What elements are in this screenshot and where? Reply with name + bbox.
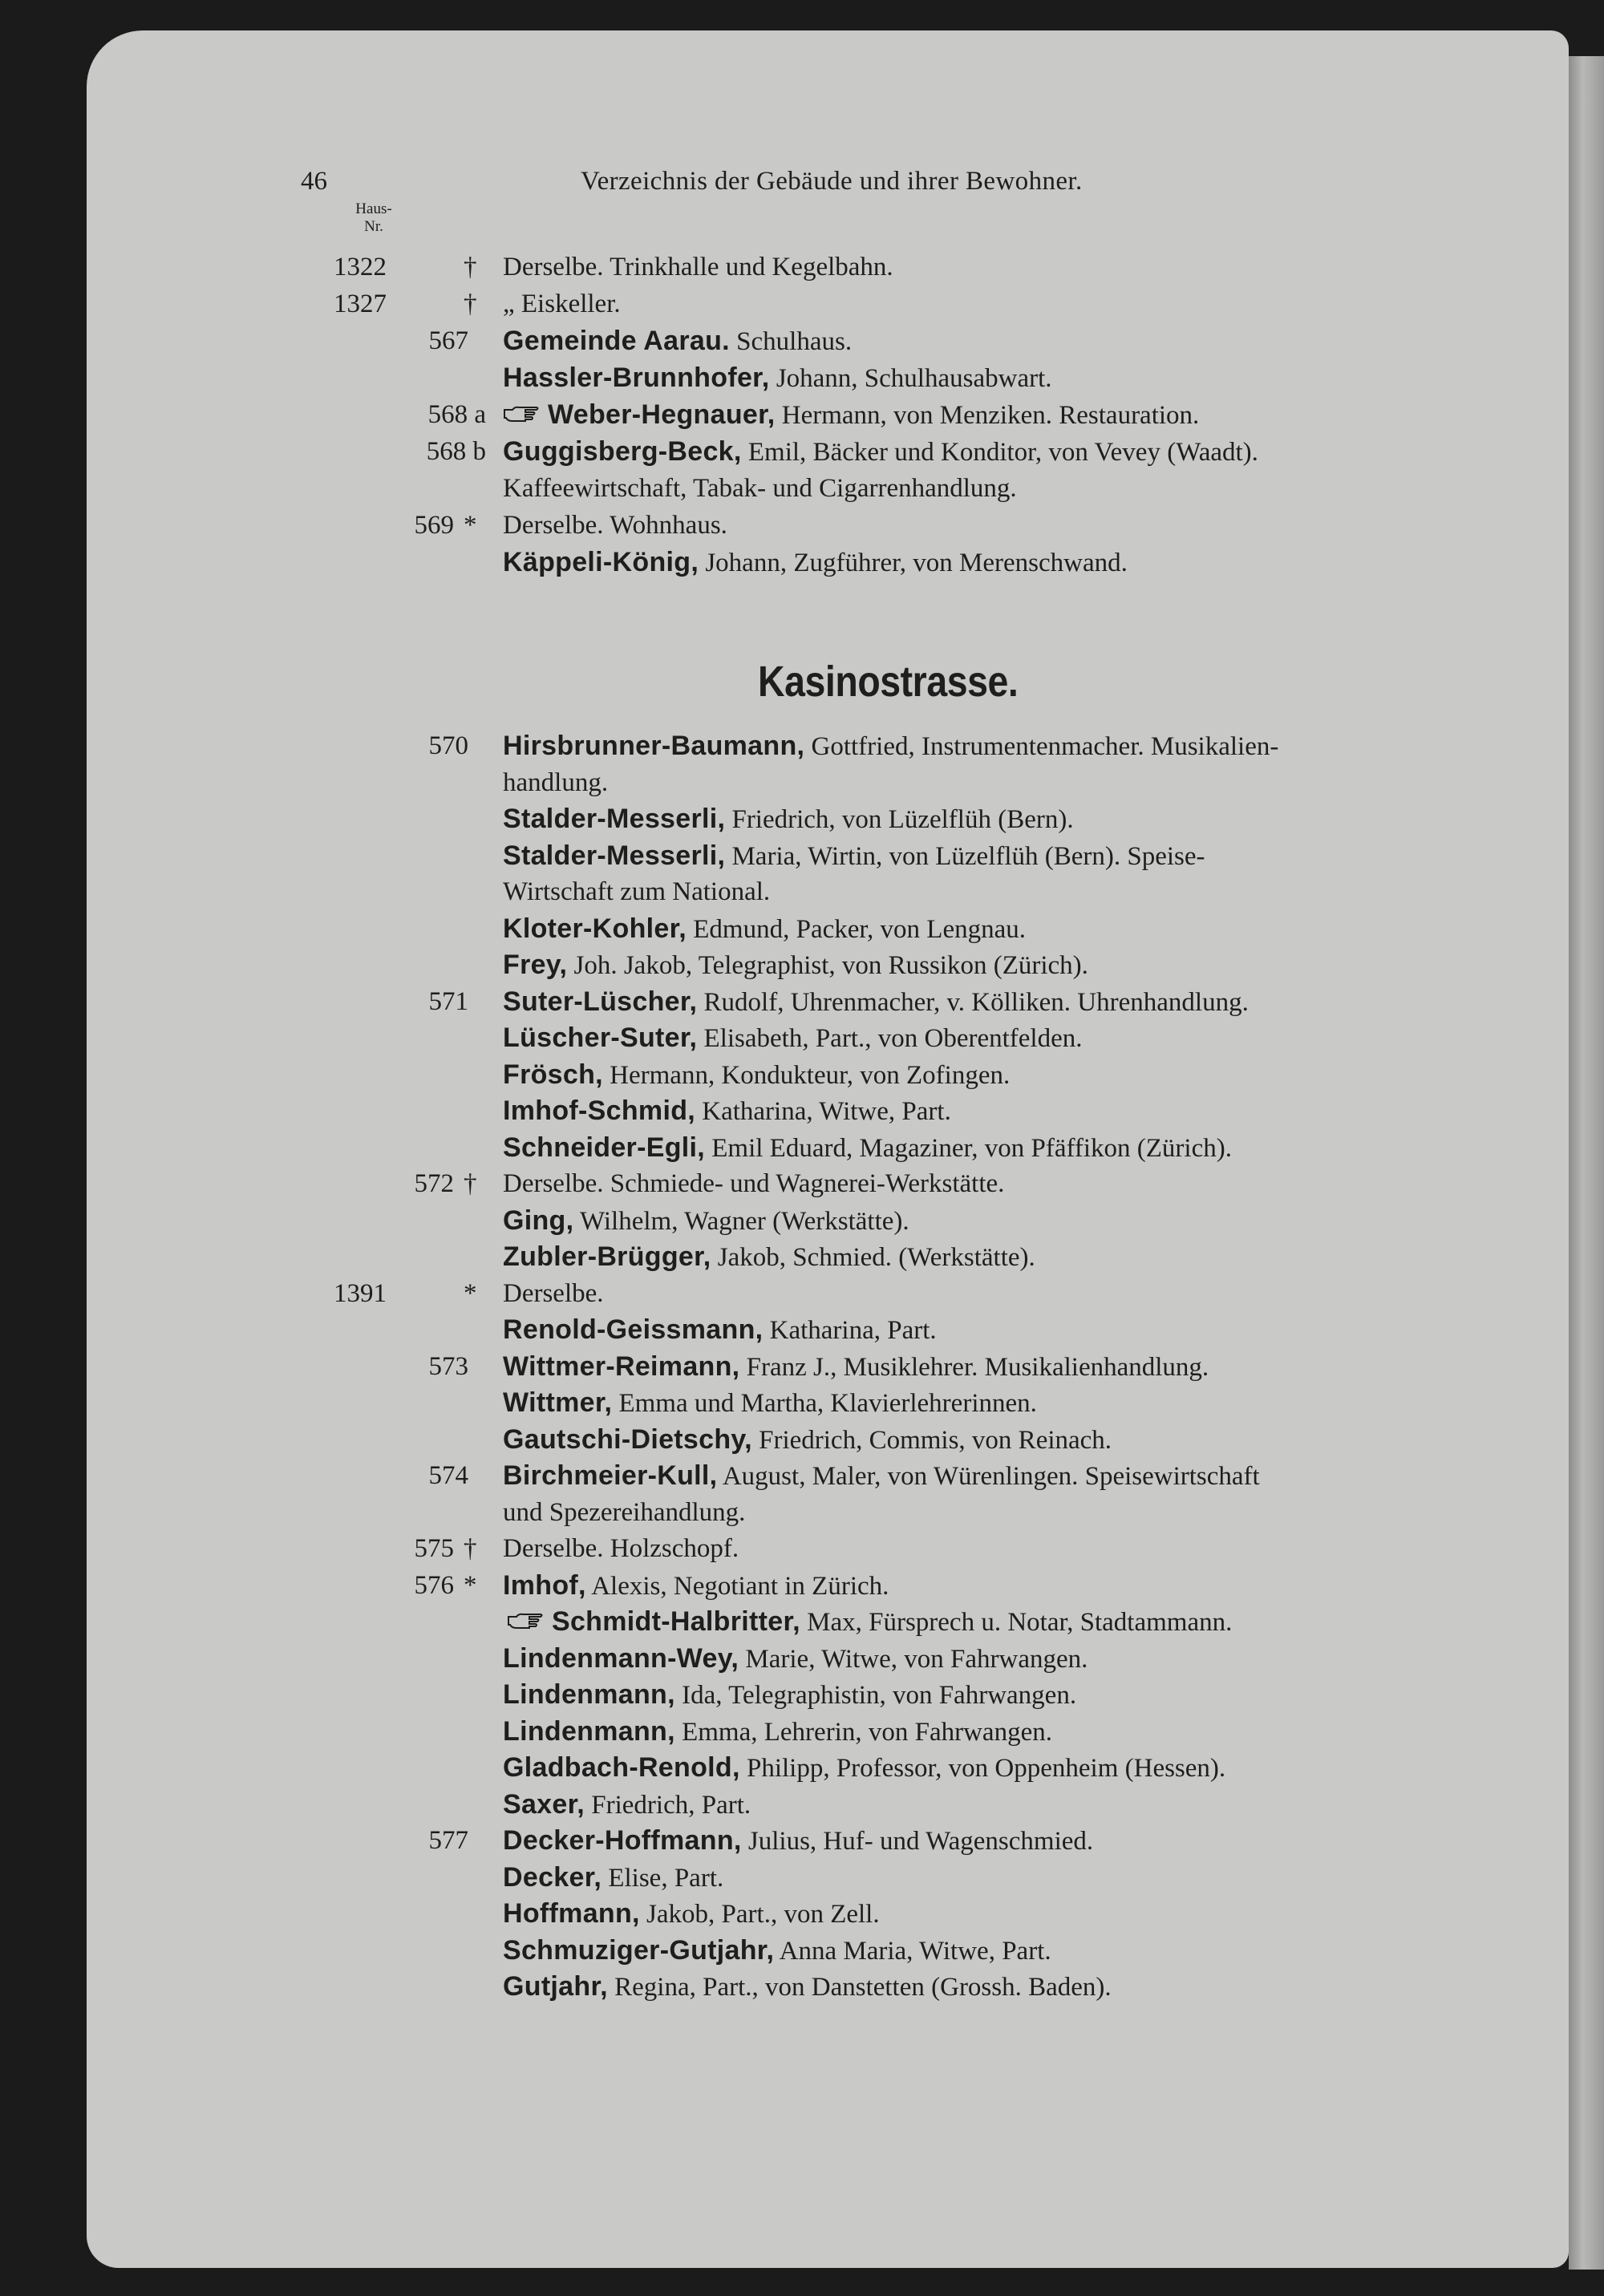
- entry-line: [503, 288, 621, 320]
- house-number: 572: [414, 1169, 454, 1198]
- house-number: 1322: [334, 253, 387, 281]
- house-number: 574: [428, 1461, 468, 1490]
- entry-details: Friedrich, Commis, von Reinach.: [751, 1426, 1112, 1455]
- house-number: 567: [428, 326, 468, 355]
- entry-line: [503, 1715, 1052, 1748]
- resident-name: Imhof,: [503, 1570, 586, 1601]
- house-number: 570: [428, 731, 468, 760]
- resident-name: Lindenmann,: [503, 1716, 675, 1747]
- entry-details: handlung.: [503, 768, 609, 797]
- entry-details: Ida, Telegraphistin, von Fahrwangen.: [674, 1681, 1077, 1710]
- section-title: Kasinostrasse.: [758, 658, 1019, 706]
- house-number: 1391: [334, 1279, 387, 1308]
- resident-name: Hirsbrunner-Baumann,: [503, 731, 805, 761]
- pointing-hand-icon: [507, 1612, 544, 1630]
- entry-details: Jakob, Schmied. (Werkstätte).: [711, 1243, 1035, 1272]
- entry-details: Friedrich, von Lüzelflüh (Bern).: [725, 805, 1074, 834]
- resident-name: Imhof-Schmid,: [503, 1095, 696, 1126]
- resident-name: Gautschi-Dietschy,: [503, 1424, 752, 1455]
- resident-name: Frösch,: [503, 1059, 603, 1090]
- house-number: 573: [428, 1352, 468, 1381]
- entry-line: [503, 1970, 1112, 2003]
- entry-details: August, Maler, von Würenlingen. Speisewirtschaft: [717, 1462, 1260, 1491]
- entry-details: Emil, Bäcker und Konditor, von Vevey (Waadt).: [741, 438, 1258, 467]
- entry-line: [503, 509, 727, 541]
- entry-details: Wirtschaft zum National.: [503, 877, 771, 906]
- entry-details: Anna Maria, Witwe, Part.: [774, 1937, 1051, 1966]
- asterisk-mark: *: [464, 1279, 477, 1308]
- page-number: 46: [301, 167, 327, 196]
- resident-name: Gladbach-Renold,: [503, 1752, 740, 1783]
- entry-line: [503, 1897, 880, 1930]
- entry-line: [503, 251, 893, 283]
- resident-name: Guggisberg-Beck,: [503, 436, 742, 467]
- entry-line: [503, 1314, 937, 1346]
- resident-name: Wittmer-Reimann,: [503, 1351, 740, 1382]
- entry-line: [503, 767, 608, 799]
- entry-line: [503, 1132, 1232, 1164]
- asterisk-mark: *: [464, 1571, 477, 1600]
- entry-line: [503, 1824, 1093, 1857]
- entry-line: [503, 1350, 1209, 1383]
- entry-line: [503, 1387, 1037, 1419]
- resident-name: Schmidt-Halbritter,: [552, 1606, 800, 1637]
- column-label-nr: Nr.: [364, 218, 383, 235]
- entry-line: [503, 803, 1074, 836]
- entry-line: [507, 1606, 1232, 1638]
- house-number: 571: [428, 987, 468, 1016]
- running-title: Verzeichnis der Gebäude und ihrer Bewohner.: [581, 167, 1083, 196]
- entry-details: Emma und Martha, Klavierlehrerinnen.: [612, 1389, 1037, 1418]
- entry-line: [503, 730, 1278, 763]
- book-spine-edge: [1569, 56, 1604, 2270]
- resident-name: Suter-Lüscher,: [503, 986, 698, 1017]
- entry-line: [503, 1168, 1004, 1200]
- entry-line: [503, 913, 1026, 946]
- resident-name: Renold-Geissmann,: [503, 1314, 764, 1345]
- resident-name: Stalder-Messerli,: [503, 804, 726, 834]
- asterisk-mark: *: [464, 511, 477, 540]
- resident-name: Schmuziger-Gutjahr,: [503, 1935, 775, 1966]
- entry-line: [503, 399, 1199, 431]
- dagger-mark: †: [464, 253, 477, 281]
- resident-name: Lüscher-Suter,: [503, 1022, 698, 1053]
- entry-line: [503, 1278, 604, 1310]
- resident-name: Stalder-Messerli,: [503, 840, 726, 871]
- entry-details: Emma, Lehrerin, von Fahrwangen.: [674, 1718, 1052, 1747]
- entry-details: Emil Eduard, Magaziner, von Pfäffikon (Zürich).: [705, 1134, 1232, 1163]
- house-number: 568 a: [427, 400, 486, 429]
- resident-name: Frey,: [503, 950, 568, 980]
- resident-name: Saxer,: [503, 1789, 585, 1820]
- entry-details: Franz J., Musiklehrer. Musikalienhandlung.: [739, 1353, 1209, 1382]
- resident-name: Gemeinde Aarau.: [503, 326, 730, 356]
- entry-details: Edmund, Packer, von Lengnau.: [687, 915, 1027, 944]
- entry-details: Wilhelm, Wagner (Werkstätte).: [573, 1207, 909, 1236]
- entry-line: [503, 472, 1017, 504]
- house-number: 575: [414, 1534, 454, 1563]
- resident-name: Gutjahr,: [503, 1971, 608, 2002]
- resident-name: Ging,: [503, 1205, 574, 1236]
- entry-details: Alexis, Negotiant in Zürich.: [585, 1572, 889, 1601]
- resident-name: Decker,: [503, 1862, 602, 1893]
- entry-details: Marie, Witwe, von Fahrwangen.: [739, 1645, 1088, 1674]
- entry-details: Philipp, Professor, von Oppenheim (Hessen).: [739, 1754, 1226, 1783]
- entry-details: Elisabeth, Part., von Oberentfelden.: [697, 1024, 1083, 1053]
- house-number: 568 b: [426, 437, 486, 466]
- entry-details: Friedrich, Part.: [585, 1791, 751, 1820]
- resident-name: Schneider-Egli,: [503, 1132, 705, 1163]
- entry-line: [503, 546, 1128, 579]
- entry-line: [503, 1095, 951, 1128]
- entry-line: [503, 876, 770, 908]
- resident-name: Birchmeier-Kull,: [503, 1460, 718, 1491]
- entry-details: Derselbe. Trinkhalle und Kegelbahn.: [503, 253, 893, 281]
- entry-line: [503, 949, 1088, 982]
- resident-name: Lindenmann,: [503, 1679, 675, 1710]
- entry-line: [503, 1569, 889, 1602]
- entry-details: Max, Fürsprech u. Notar, Stadtammann.: [800, 1608, 1233, 1637]
- entry-line: [503, 986, 1249, 1018]
- entry-line: [503, 1751, 1225, 1784]
- entry-details: Kaffeewirtschaft, Tabak- und Cigarrenhandlung.: [503, 474, 1017, 503]
- entry-details: Julius, Huf- und Wagenschmied.: [741, 1827, 1094, 1856]
- resident-name: Wittmer,: [503, 1387, 613, 1418]
- house-number: 569: [414, 511, 454, 540]
- entry-details: Derselbe. Schmiede- und Wagnerei-Werkstätte.: [503, 1169, 1005, 1198]
- entry-line: [503, 1533, 739, 1565]
- entry-details: Hermann, von Menziken. Restauration.: [775, 401, 1200, 430]
- entry-line: [503, 1460, 1260, 1492]
- entry-details: Johann, Zugführer, von Merenschwand.: [699, 549, 1128, 577]
- dagger-mark: †: [464, 1169, 477, 1198]
- entry-line: [503, 1022, 1082, 1055]
- entry-details: Katharina, Part.: [763, 1316, 937, 1345]
- entry-line: [503, 1788, 751, 1821]
- entry-line: [503, 1934, 1051, 1967]
- entry-line: [503, 1678, 1076, 1711]
- entry-line: [503, 435, 1258, 468]
- resident-name: Decker-Hoffmann,: [503, 1825, 742, 1856]
- pointing-hand-icon: [503, 405, 540, 423]
- entry-line: [503, 1861, 723, 1894]
- entry-details: Regina, Part., von Danstetten (Grossh. Baden).: [607, 1973, 1112, 2002]
- resident-name: Zubler-Brügger,: [503, 1241, 711, 1272]
- entry-line: [503, 1241, 1035, 1274]
- entry-line: [503, 362, 1052, 395]
- dagger-mark: †: [464, 290, 477, 318]
- entry-details: Elise, Part.: [602, 1864, 724, 1893]
- entry-details: Derselbe.: [503, 1279, 604, 1308]
- resident-name: Kloter-Kohler,: [503, 913, 687, 944]
- dagger-mark: †: [464, 1534, 477, 1563]
- house-number: 577: [428, 1826, 468, 1855]
- entry-line: [503, 1059, 1010, 1091]
- entry-details: Joh. Jakob, Telegraphist, von Russikon (Zürich).: [567, 951, 1088, 980]
- entry-details: Gottfried, Instrumentenmacher. Musikalien-: [804, 732, 1279, 761]
- entry-details: Maria, Wirtin, von Lüzelflüh (Bern). Speise-: [725, 842, 1205, 871]
- entry-details: Jakob, Part., von Zell.: [639, 1900, 880, 1929]
- entry-line: [503, 1642, 1088, 1675]
- resident-name: Weber-Hegnauer,: [548, 399, 776, 430]
- entry-line: [503, 1205, 909, 1237]
- entry-details: „ Eiskeller.: [503, 290, 621, 318]
- entry-line: [503, 1496, 745, 1529]
- house-number: 1327: [334, 290, 387, 318]
- entry-details: Derselbe. Wohnhaus.: [503, 511, 727, 540]
- entry-details: Rudolf, Uhrenmacher, v. Kölliken. Uhrenhandlung.: [697, 988, 1249, 1017]
- entry-details: Katharina, Witwe, Part.: [695, 1097, 951, 1126]
- resident-name: Käppeli-König,: [503, 547, 699, 577]
- entry-details: Hermann, Kondukteur, von Zofingen.: [602, 1061, 1011, 1090]
- entry-line: [503, 325, 852, 358]
- entry-line: [503, 840, 1205, 873]
- resident-name: Lindenmann-Wey,: [503, 1643, 739, 1674]
- entry-line: [503, 1423, 1112, 1456]
- entry-details: Johann, Schulhausabwart.: [769, 364, 1052, 393]
- resident-name: Hoffmann,: [503, 1898, 640, 1929]
- resident-name: Hassler-Brunnhofer,: [503, 362, 770, 393]
- column-label-haus: Haus-: [355, 200, 392, 217]
- entry-details: Schulhaus.: [729, 327, 853, 356]
- entry-details: und Spezereihandlung.: [503, 1498, 746, 1527]
- house-number: 576: [414, 1571, 454, 1600]
- entry-details: Derselbe. Holzschopf.: [503, 1534, 739, 1563]
